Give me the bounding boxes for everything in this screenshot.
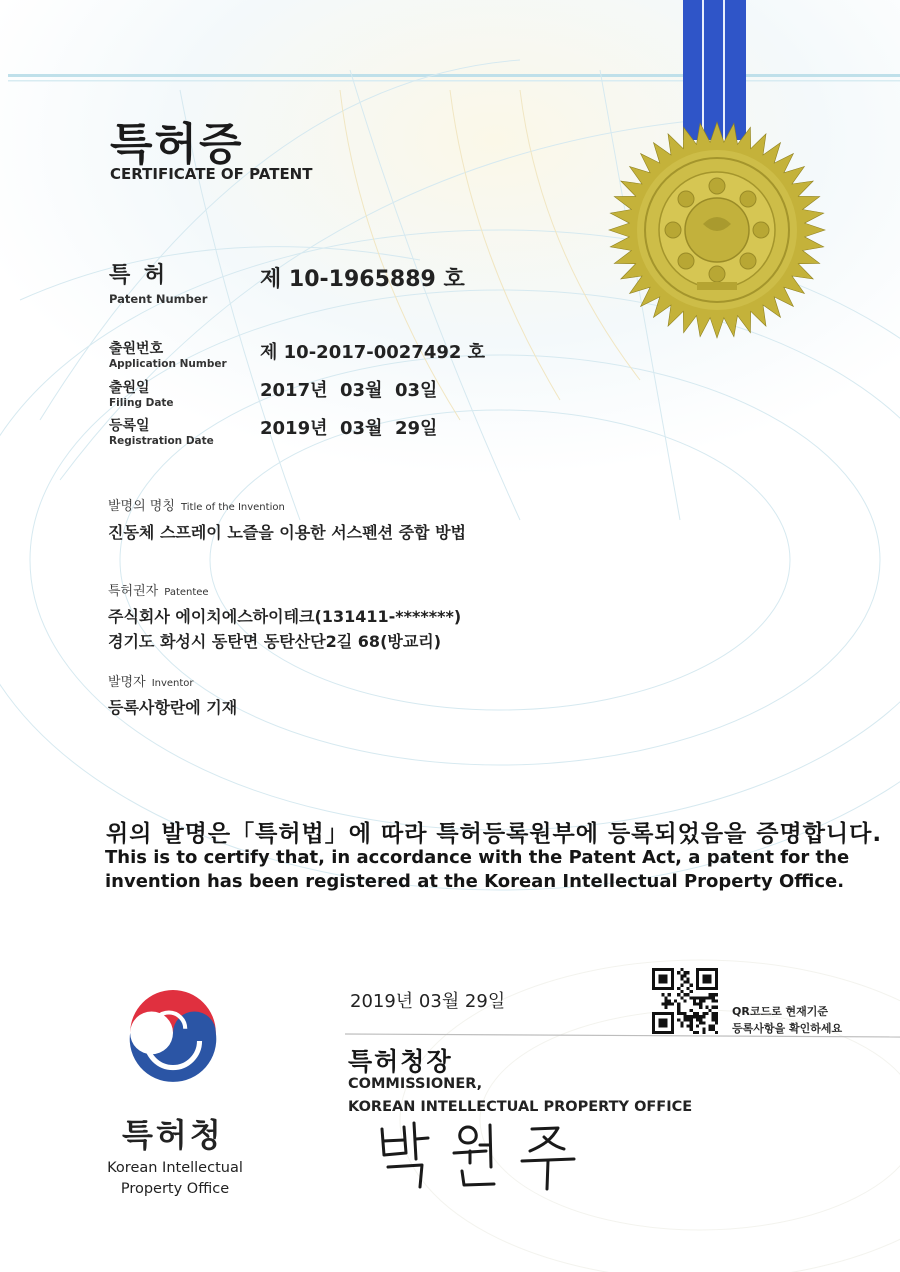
commissioner-title-english: COMMISSIONER, KOREAN INTELLECTUAL PROPERTY OFFICE	[348, 1076, 693, 1115]
registration-date-label: 등록일 Registration Date	[109, 418, 214, 447]
qr-code-icon[interactable]	[652, 968, 718, 1034]
application-number-label: 출원번호 Application Number	[109, 341, 227, 370]
inventor-value: 등록사항란에 기재	[108, 698, 238, 717]
patentee-section	[108, 580, 461, 654]
commissioner-title: 특허청장	[348, 1047, 453, 1076]
kipo-name-english: Korean Intellectual Property Office	[107, 1160, 243, 1197]
application-number-value: 제 10-2017-0027492 호	[260, 342, 486, 363]
gold-seal-ribbon	[600, 0, 832, 345]
filing-date-label: 출원일 Filing Date	[109, 380, 174, 409]
certification-statement-english: This is to certify that, in accordance with the Patent Act, a patent for the invention has been registered at the Korean Intellectual Property Office.	[105, 847, 850, 892]
patent-number-value: 제 10-1965889 호	[260, 267, 465, 292]
kipo-name-korean: 특허청	[122, 1116, 224, 1154]
issue-date: 2019년 03월 29일	[350, 991, 506, 1012]
registration-date-value: 2019년 03월 29일	[260, 418, 438, 439]
gold-seal-icon	[609, 122, 825, 338]
patent-number-label: 특 허 Patent Number	[109, 263, 208, 306]
inventor-section	[108, 671, 237, 720]
blue-ribbon	[683, 0, 746, 140]
patentee-name: 주식회사 에이치에스하이테크(131411-*******)	[108, 607, 462, 626]
patentee-address: 경기도 화성시 동탄면 동탄산단2길 68(방교리)	[108, 632, 442, 651]
kipo-taegeuk-logo-icon	[122, 988, 224, 1090]
filing-date-value: 2017년 03월 03일	[260, 380, 438, 401]
invention-title: 진동체 스프레이 노즐을 이용한 서스펜션 중합 방법	[108, 523, 466, 542]
invention-section	[108, 495, 466, 545]
certificate-title-english: CERTIFICATE OF PATENT	[110, 165, 313, 183]
certificate-title: 특허증	[110, 119, 244, 170]
inventor-label: 발명자 Inventor	[108, 675, 194, 690]
patentee-label: 특허권자 Patentee	[108, 584, 209, 599]
invention-label: 발명의 명칭 Title of the Invention	[108, 499, 285, 514]
qr-instructions: QR코드로 현재기준 등록사항을 확인하세요	[732, 1005, 843, 1035]
commissioner-signature	[370, 1115, 590, 1195]
certification-statement-korean: 위의 발명은「특허법」에 따라 특허등록원부에 등록되었음을 증명합니다.	[106, 821, 883, 847]
